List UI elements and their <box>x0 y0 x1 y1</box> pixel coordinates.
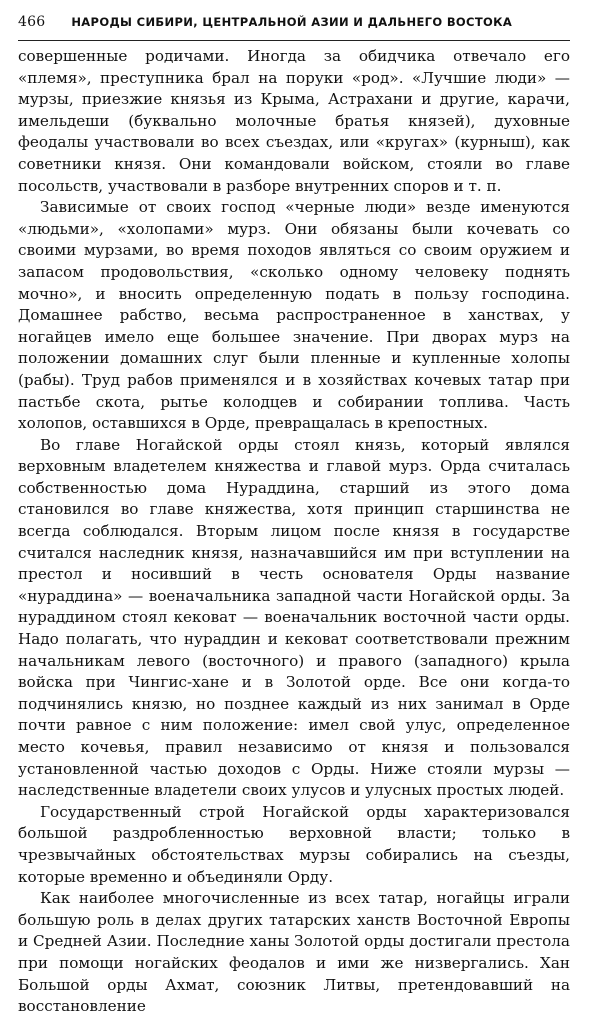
running-head <box>18 14 570 36</box>
paragraph-nogai-prince: Во главе Ногайской орды стоял князь, который являлся верховным владетелем княжества и главой мурз. Орда считалась собственностью дома Нураддина, старший из этого дома становился во главе княжества, хотя принцип старшинства не всегда соблюдался. Вторым лицом после князя в государстве считался наследник князя, назначавшийся им при вступлении на престол и носивший в честь основателя Орды название «нураддина» — военачальника западной части Ногайской орды. За нураддином стоял кековат — военачальник восточной части орды. Надо полагать, что нураддин и кековат соответствовали прежним начальникам левого (восточного) и правого (западного) крыла войска при Чингис-хане и в Золотой орде. Все они когда-то подчинялись князю, но позднее каждый из них занимал в Орде почти равное с ним положение: имел свой улус, определенное место кочевья, правил независимо от князя и пользовался установленной частью доходов с Орды. Ниже стояли мурзы — наследственные владетели своих улусов и улусных простых людей. <box>18 435 570 800</box>
running-title: НАРОДЫ СИБИРИ, ЦЕНТРАЛЬНОЙ АЗИИ И ДАЛЬНЕГО ВОСТОКА <box>71 15 513 29</box>
paragraph-dependent-people: Зависимые от своих господ «черные люди» везде именуются «людьми», «холопами» мурз. Они обязаны были кочевать со своими мурзами, во время походов являться со своим оружием и запасом продовольствия, «сколько одному человеку поднять мочно», и вносить определенную подать в пользу господина. Домашнее рабство, весьма распространенное в ханствах, у ногайцев имело еще большее значение. При дворах мурз на положении домашних слуг были пленные и купленные холопы (рабы). Труд рабов применялся и в хозяйствах кочевых татар при пастьбе скота, рытье колодцев и собирании топлива. Часть холопов, оставшихся в Орде, превращалась в крепостных. <box>18 198 570 433</box>
paragraph-continuation: совершенные родичами. Иногда за обидчика отвечало его «племя», преступника брал на поруки «род». «Лучшие люди» — мурзы, приезжие князья из Крыма, Астрахани и другие, карачи, имельдеши (буквально молочные братья князей), духовные феодалы участвовали во всех съездах, или «кругах» (курныш), как советники князя. Они командовали войском, стояли во главе посольств, участвовали в разборе внутренних споров и т. п. <box>18 47 570 195</box>
page-number: 466 <box>18 14 46 30</box>
paragraph-nogai-role: Как наиболее многочисленные из всех татар, ногайцы играли большую роль в делах других татарских ханств Восточной Европы и Средней Азии. Последние ханы Золотой орды достигали престола при помощи ногайских феодалов и ими же низвергались. Хан Большой орды Ахмат, союзник Литвы, претендовавший на восстановление <box>18 889 570 1016</box>
paragraph-state-structure: Государственный строй Ногайской орды характеризовался большой раздробленностью верховной власти; только в чрезвычайных обстоятельствах мурзы собирались на съезды, которые временно и объединяли Орду. <box>18 802 570 886</box>
body-text <box>18 46 570 1018</box>
header-rule <box>18 40 570 41</box>
